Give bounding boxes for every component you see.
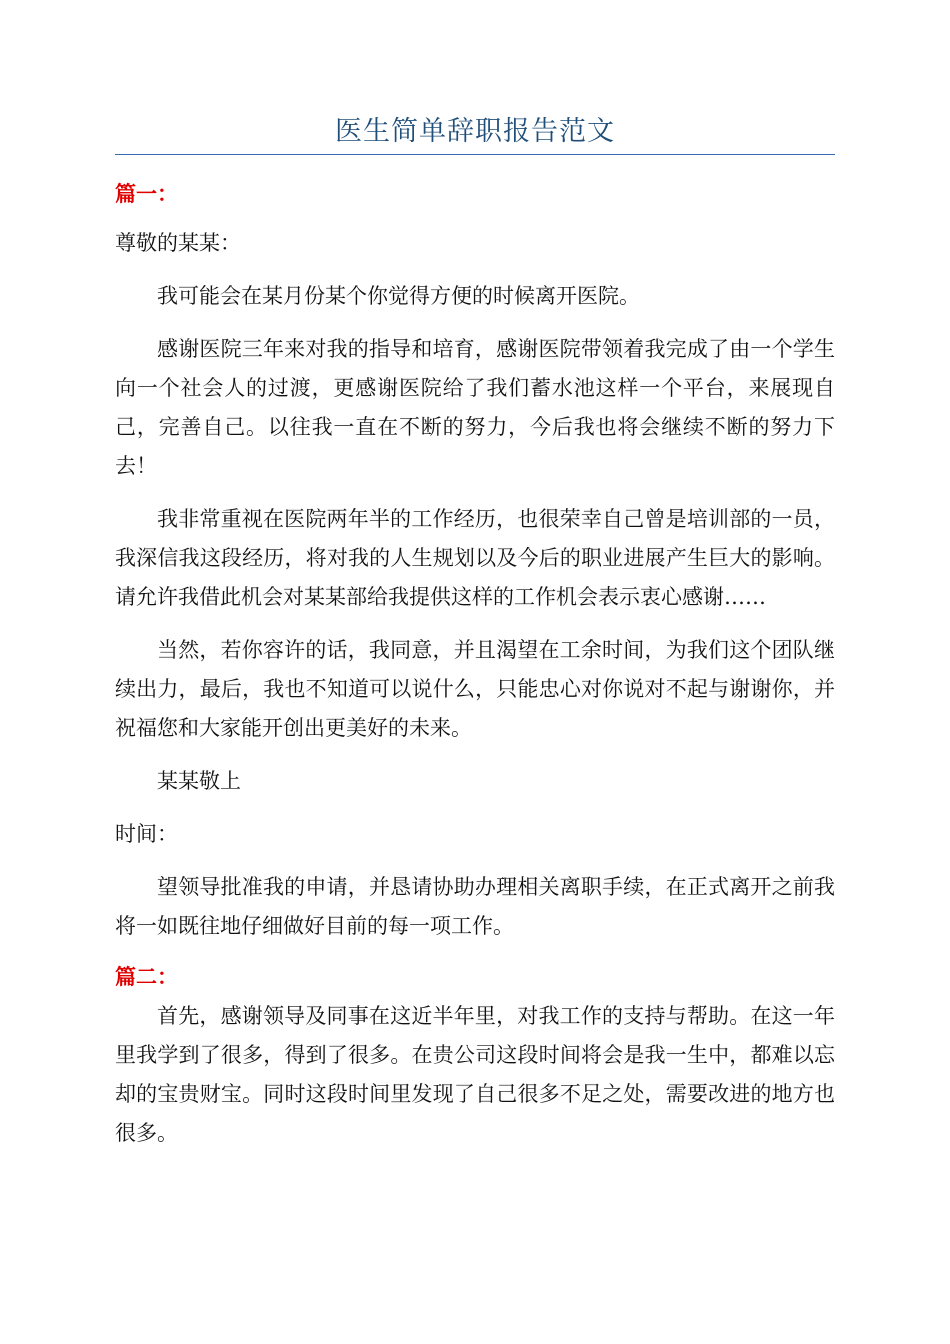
paragraph: 感谢医院三年来对我的指导和培育，感谢医院带领着我完成了由一个学生向一个社会人的过渡，更感谢医院给了我们蓄水池这样一个平台，来展现自己，完善自己。以往我一直在不断的努力，今后我也将会继续不断的努力下去！ [115, 337, 835, 478]
salutation: 尊敬的某某： [115, 231, 241, 255]
section-1 [115, 175, 835, 946]
document-body [115, 175, 835, 1167]
signature: 某某敬上 [157, 769, 241, 793]
section-heading-1: 篇一： [115, 182, 178, 206]
paragraph: 首先，感谢领导及同事在这近半年里，对我工作的支持与帮助。在这一年里我学到了很多，得到了很多。在贵公司这段时间将会是我一生中，都难以忘却的宝贵财宝。同时这段时间里发现了自己很多不足之处，需要改进的地方也很多。 [115, 1004, 835, 1145]
paragraph: 我非常重视在医院两年半的工作经历，也很荣幸自己曾是培训部的一员，我深信我这段经历，将对我的人生规划以及今后的职业进展产生巨大的影响。请允许我借此机会对某某部给我提供这样的工作机会表示衷心感谢…… [115, 507, 835, 609]
document-title: 医生简单辞职报告范文 [335, 116, 615, 147]
paragraph: 我可能会在某月份某个你觉得方便的时候离开医院。 [157, 284, 640, 308]
date-label: 时间： [115, 822, 178, 846]
title-underline [115, 154, 835, 155]
paragraph: 当然，若你容许的话，我同意，并且渴望在工余时间，为我们这个团队继续出力，最后，我也不知道可以说什么，只能忠心对你说对不起与谢谢你，并祝福您和大家能开创出更美好的未来。 [115, 638, 835, 740]
section-heading-2: 篇二： [115, 965, 178, 989]
closing-paragraph: 望领导批准我的申请，并恳请协助办理相关离职手续，在正式离开之前我将一如既往地仔细做好目前的每一项工作。 [115, 875, 835, 938]
section-2 [115, 958, 835, 1153]
